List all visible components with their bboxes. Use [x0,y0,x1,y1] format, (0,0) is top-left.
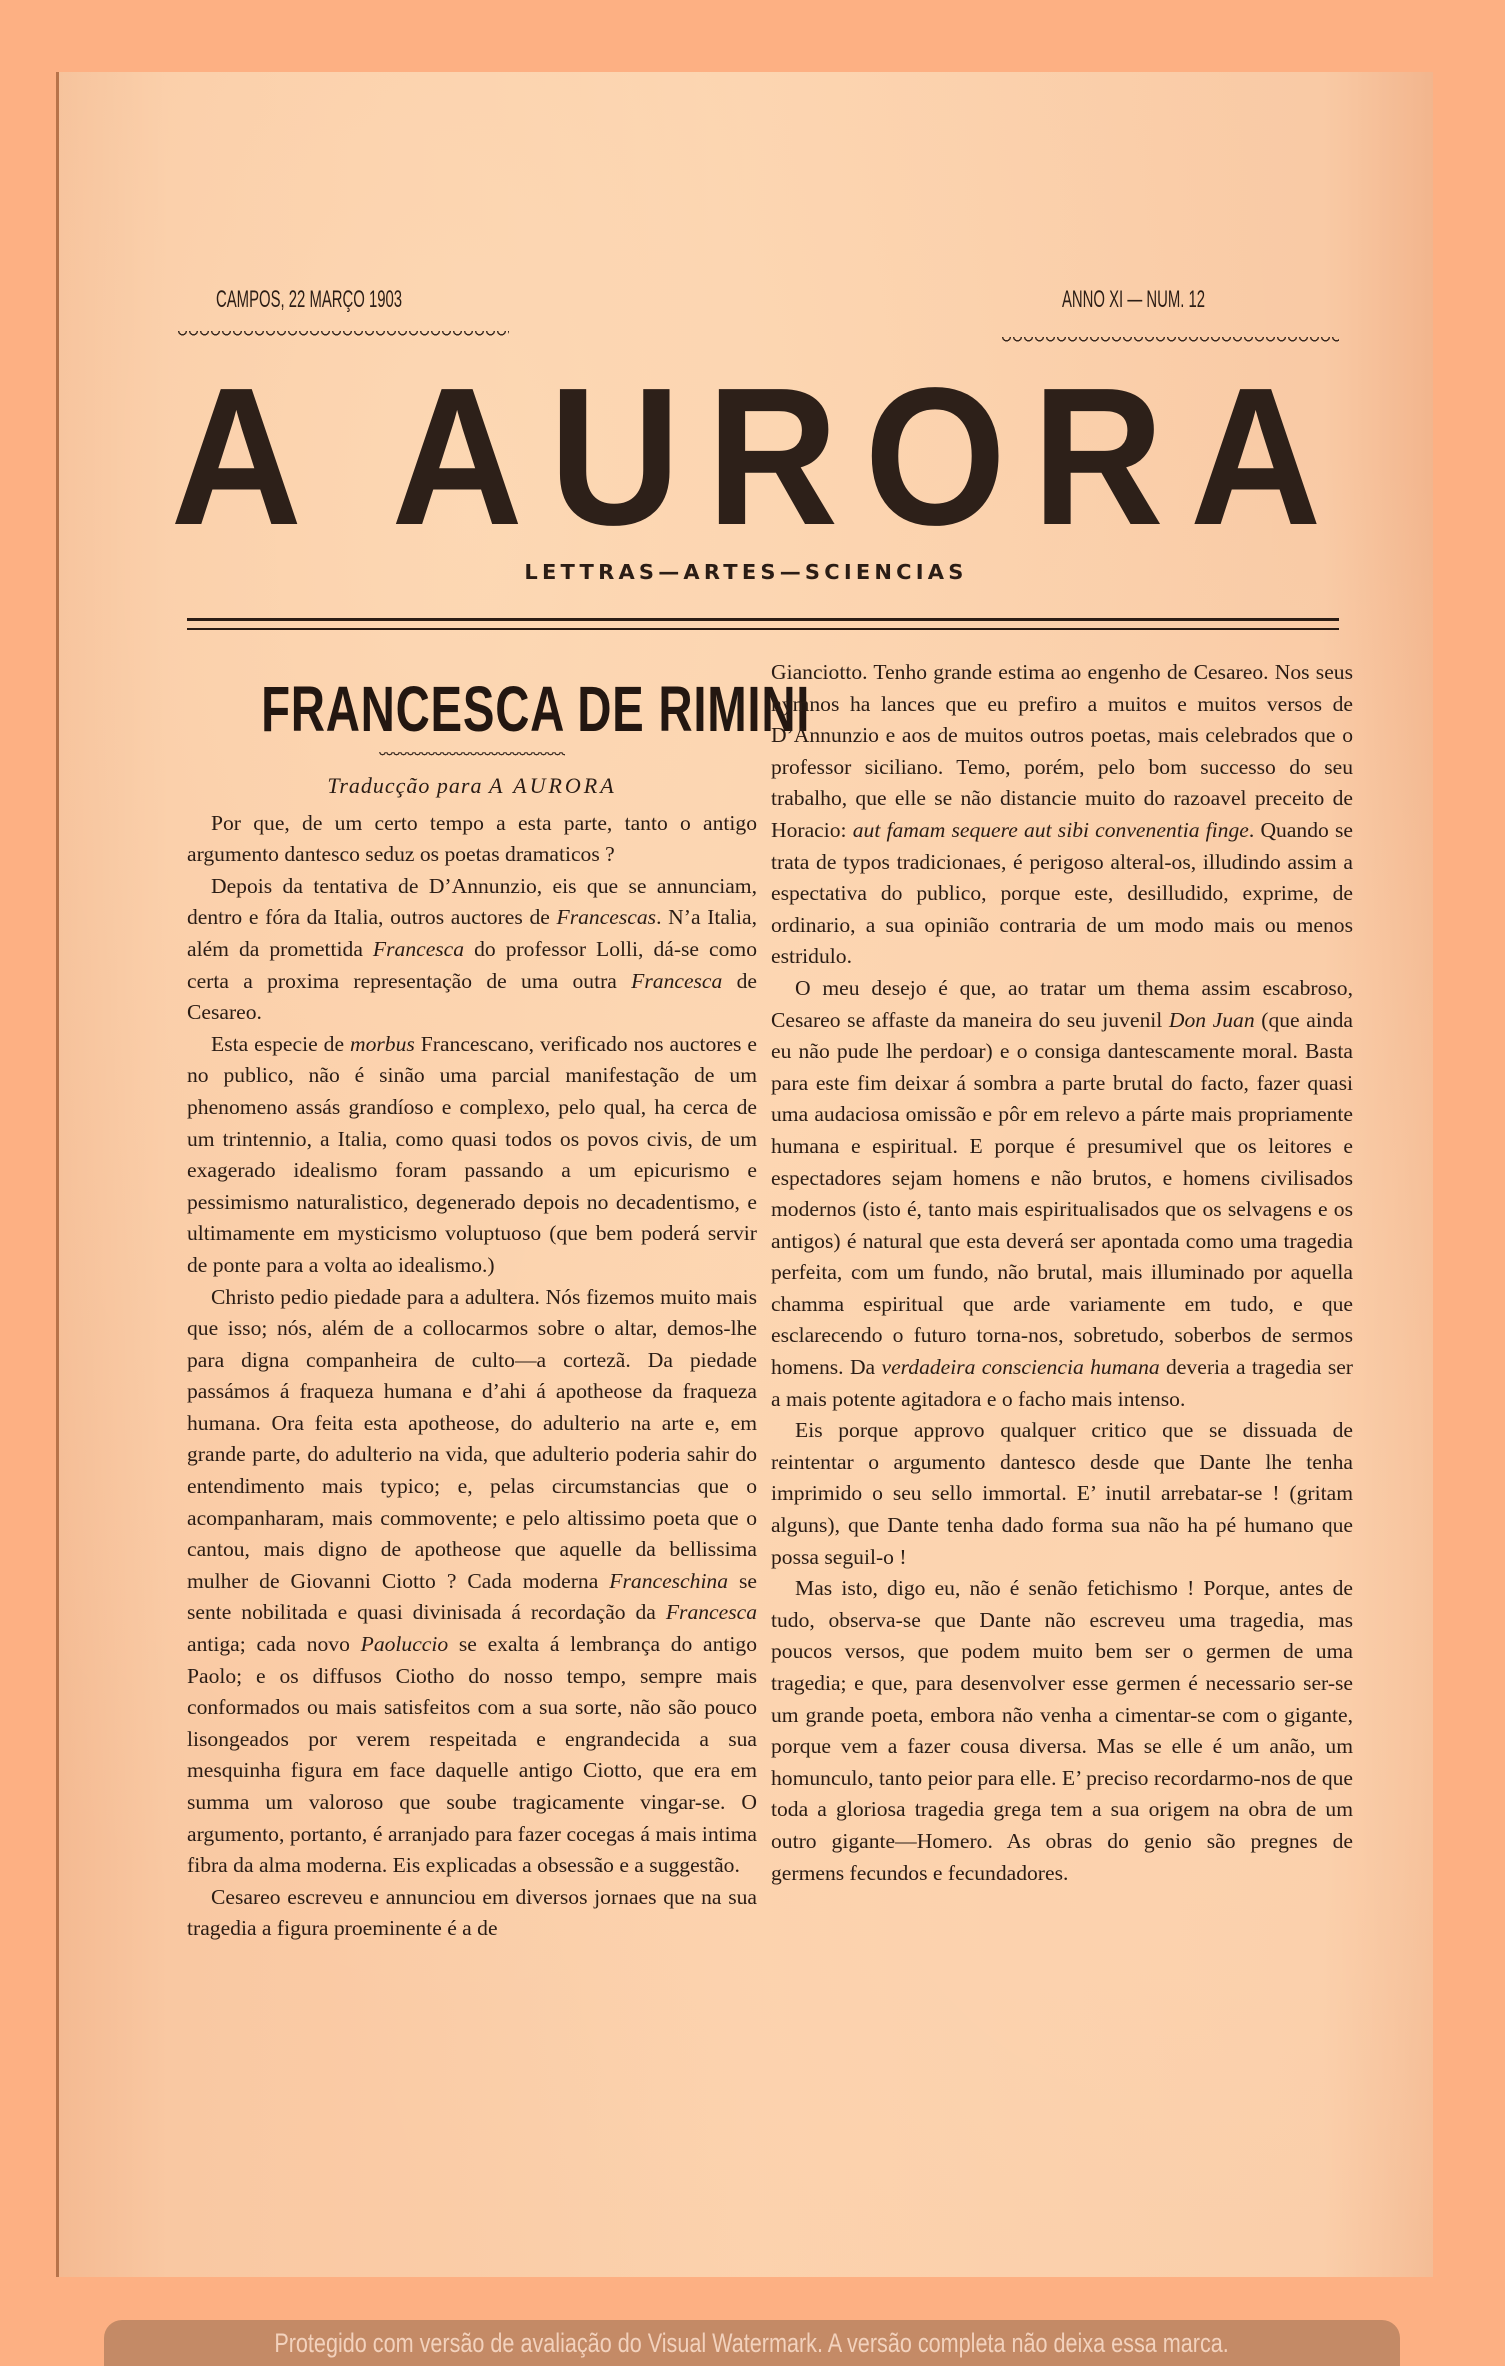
paragraph-text: Depois da tentativa de D’Annunzio, eis que se annunciam, dentro e fóra da Italia, outros auctores de [187,873,757,930]
dateline-ornament-rule [177,331,509,339]
paragraph-6 [771,973,1353,1415]
italic-term: morbus [350,1031,415,1056]
byline-prefix: Traducção para [327,773,483,798]
paragraph-text: Francescano, verificado nos auctores e no publico, não é sinão uma parcial manifestação de um phenomeno assás grandíoso e complexo, pelo qual, ha cerca de um trintennio, a Italia, como quasi todos os povos civis, de um exagerado idealismo foram passando a um epicurismo e pessimismo naturalistico, degenerado depois no decadentismo, e ultimamente em mysticismo voluptuoso (que bem poderá servir de ponte para a volta ao idealismo.) [187,1031,757,1277]
paragraph-text: . N’a Italia, além da promettida [187,905,757,961]
paragraph-2 [187,871,757,1029]
paragraph-text: do professor Lolli, dá-se como certa a proxima representação de uma outra [187,936,757,993]
latin-quote: aut famam sequere aut sibi convenentia finge [852,817,1249,842]
masthead-motto: LETTRAS—ARTES—SCIENCIAS [524,560,968,584]
article-byline [187,770,757,802]
paragraph-3 [187,1029,757,1282]
dateline: CAMPOS, 22 MARÇO 1903 [216,286,403,313]
masthead-rule-top [187,618,1339,621]
paragraph-text: se exalta á lembrança do antigo Paolo; e os diffusos Ciotho do nosso tempo, sempre mais conformados ou mais satisfeitos com a sua sorte, não são pouco lisongeados por verem respeitada e engrandecida a sua mesquinha figura em face daquelle antigo Ciotto, que era em summa um valoroso que soube tragicamente vingar-se. O argumento, portanto, é arranjado para fazer cocegas á mais intima fibra da alma moderna. Eis explicadas a obsessão e a suggestão. [187,1632,758,1878]
paragraph-1 [187,808,757,871]
byline-publication: A AURORA [489,773,617,798]
paragraph-text: . Quando se trata de typos tradicionaes, é perigoso alteral-os, illudindo assim a espectativa do publico, porque este, desilludido, exprime, de ordinario, a sua opinião contraria de um modo mais ou menos estridulo. [771,817,1353,969]
italic-term: verdadeira consciencia humana [881,1355,1160,1380]
article-column-right [771,657,1353,1889]
issue-ornament-rule [1001,337,1339,345]
paragraph-text: Christo pedio piedade para a adultera. Nós fizemos muito mais que isso; nós, além de a collocarmos sobre o altar, demos-lhe para digna companheira de culto—a cortezã. Da piedade passámos á fraqueza humana e d’ahi á apotheose da fraqueza humana. Ora feita esta apotheose, do adulterio na arte e, em grande parte, do adulterio na vida, que adulterio poderia sahir do entendimento mais typico; e, pelas circumstancias que o acompanharam, mais commovente; e pelo altissimo poeta que o cantou, mais digno de apotheose que aquelle da bellissima mulher de Giovanni Ciotto ? Cada moderna [187,1284,757,1593]
italic-term: Francesca [631,968,723,993]
paragraph-5-start [187,1882,757,1945]
italic-term: Franceschina [609,1568,729,1593]
paragraph-7 [771,1415,1353,1573]
article-column-left [187,662,811,1945]
issue-number: ANNO XI — NUM. 12 [1062,286,1206,313]
paragraph-4 [187,1282,757,1882]
title-ornament-rule [379,752,565,758]
paragraph-text: antiga; cada novo [187,1632,361,1657]
italic-term: Don Juan [1168,1007,1255,1032]
paragraph-text: deveria a tragedia ser a mais potente agitadora e o facho mais intenso. [771,1355,1353,1411]
paragraph-text: (que ainda eu não pude lhe perdoar) e o consiga dantescamente moral. Basta para este fim deixar á sombra a parte brutal do facto, fazer quasi uma audaciosa omissão e pôr em relevo a párte mais propriamente humana e espiritual. E porque é presumivel que os leitores e espectadores sejam homens e não brutos, e homens civilisados modernos (isto é, tanto mais espiritualisados que os selvagens e os antigos) é natural que esta deverá ser apontada como uma tragedia perfeita, com um fundo, não brutal, mais illuminado por aquella chamma espiritual que arde variamente em tudo, e que esclarecendo o futuro torna-nos, sobretudo, soberbos de sermos homens. Da [771,1007,1353,1380]
paragraph-text: de Cesareo. [187,968,758,1025]
paragraph-text: Cesareo escreveu e annunciou em diversos jornaes que na sua tragedia a figura proeminente é a de [187,1884,757,1941]
article-title: FRANCESCA DE RIMINI [261,673,811,745]
paragraph-text: Por que, de um certo tempo a esta parte, tanto o antigo argumento dantesco seduz os poetas dramaticos ? [187,810,757,867]
paragraph-5-continued [771,657,1353,973]
paragraph-text: Gianciotto. Tenho grande estima ao engenho de Cesareo. Nos seus hymnos ha lances que eu prefiro a muitos e muitos versos de D’Annunzio e aos de muitos outros poetas, mais celebrados que o professor siciliano. Temo, porém, pelo bom successo do seu trabalho, que elle se não distancie muito do razoavel preceito de Horacio: [771,660,1353,842]
italic-term: Francescas [556,905,657,930]
paragraph-text: O meu desejo é que, ao tratar um thema assim escabroso, Cesareo se affaste da maneira do seu juvenil [771,975,1353,1032]
italic-term: Paoluccio [360,1632,449,1657]
paragraph-text: Esta especie de [211,1031,350,1056]
italic-term: Francesca [665,1600,757,1625]
watermark-text: Protegido com versão de avaliação do Visual Watermark. A versão completa não deixa essa marca. [274,2328,1230,2358]
paragraph-text: se sente nobilitada e quasi divinisada á recordação da [187,1568,758,1625]
paragraph-text: Mas isto, digo eu, não é senão fetichismo ! Porque, antes de tudo, observa-se que Dante não escreveu uma tragedia, mas poucos versos, que podem muito bem ser o germen de uma tragedia; e que, para desenvolver esse germen é necessario ser-se um grande poeta, embora não venha a cimentar-se com o gigante, porque vem a fazer cousa diversa. Mas se elle é um anão, um homunculo, tanto peior para elle. E’ preciso recordarmo-nos de que toda a gloriosa tragedia grega tem a sua origem na obra de um outro gigante—Homero. As obras do genio são pregnes de germens fecundos e fecundadores. [771,1576,1353,1885]
newspaper-page [56,72,1433,2277]
watermark-banner [104,2320,1400,2366]
masthead-rule-bottom [187,628,1339,630]
masthead-title: A AURORA [170,347,1348,566]
paragraph-8 [771,1573,1353,1889]
paragraph-text: Eis porque approvo qualquer critico que se dissuada de reintentar o argumento dantesco desde que Dante lhe tenha imprimido o seu sello immortal. E’ inutil arrebatar-se ! (gritam alguns), que Dante tenha dado forma sua não ha pé humano que possa seguil-o ! [771,1418,1353,1569]
italic-term: Francesca [372,936,465,961]
